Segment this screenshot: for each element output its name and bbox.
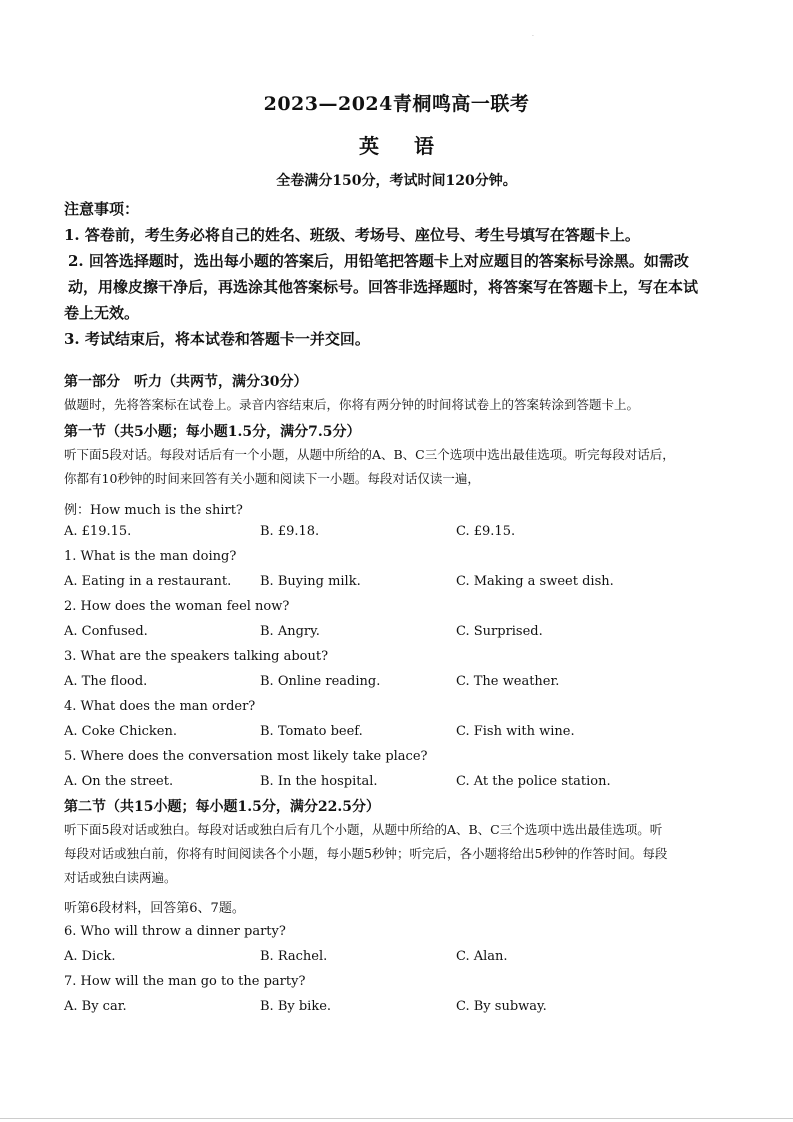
question-7-option-a: A. By car.	[64, 999, 127, 1014]
question-2-option-b: B. Angry.	[260, 624, 320, 639]
notes-heading: 注意事项：	[64, 200, 140, 218]
question-3: 3. What are the speakers talking about?	[64, 649, 329, 664]
question-5-option-c: C. At the police station.	[456, 774, 611, 789]
question-5-option-b: B. In the hospital.	[260, 774, 378, 789]
question-4-option-c: C. Fish with wine.	[456, 724, 575, 739]
material-6-label: 听第6段材料，回答第6、7题。	[64, 901, 245, 916]
question-3-options	[64, 674, 744, 694]
notes-item-3: 3. 考试结束后，将本试卷和答题卡一并交回。	[64, 330, 370, 348]
section1-instructions	[64, 443, 744, 491]
question-2-option-c: C. Surprised.	[456, 624, 543, 639]
question-5: 5. Where does the conversation most likely take place?	[64, 749, 428, 764]
notes-block	[64, 196, 736, 352]
question-4-option-b: B. Tomato beef.	[260, 724, 363, 739]
question-7: 7. How will the man go to the party?	[64, 974, 306, 989]
notes-item-1: 1. 答卷前，考生务必将自己的姓名、班级、考场号、座位号、考生号填写在答题卡上。	[64, 226, 640, 244]
question-1: 1. What is the man doing?	[64, 549, 237, 564]
question-1-options	[64, 574, 744, 594]
question-3-option-a: A. The flood.	[64, 674, 148, 689]
question-1-option-a: A. Eating in a restaurant.	[64, 574, 232, 589]
question-6: 6. Who will throw a dinner party?	[64, 924, 286, 939]
example-option-a: A. £19.15.	[64, 524, 132, 539]
question-4: 4. What does the man order?	[64, 699, 256, 714]
section2-instr-line-3: 对话或独白读两遍。	[64, 870, 177, 885]
section1-heading: 第一节（共5小题；每小题1.5分，满分7.5分）	[64, 424, 361, 440]
part1-intro-text: 做题时，先将答案标在试卷上。录音内容结束后，你将有两分钟的时间将试卷上的答案转涂到答题卡上。	[64, 397, 640, 412]
question-7-options	[64, 999, 744, 1019]
example-options	[64, 524, 744, 544]
notes-item-2-line-3: 卷上无效。	[64, 304, 140, 322]
section1-instr-line-2: 你都有10秒钟的时间来回答有关小题和阅读下一小题。每段对话仅读一遍，	[64, 471, 480, 486]
question-3-option-c: C. The weather.	[456, 674, 560, 689]
question-1-option-c: C. Making a sweet dish.	[456, 574, 614, 589]
notes-item-2-line-2: 动，用橡皮擦干净后，再选涂其他答案标号。回答非选择题时，将答案写在答题卡上，写在本试	[68, 278, 699, 296]
example-option-c: C. £9.15.	[456, 524, 516, 539]
question-2-options	[64, 624, 744, 644]
section2-instr-line-1: 听下面5段对话或独白。每段对话或独白后有几个小题，从题中所给的A、B、C三个选项中选出最佳选项。听	[64, 822, 663, 837]
part1-intro	[64, 393, 744, 417]
question-6-option-a: A. Dick.	[64, 949, 116, 964]
question-6-options	[64, 949, 744, 969]
question-1-option-b: B. Buying milk.	[260, 574, 361, 589]
part1-heading: 第一部分 听力（共两节，满分30分）	[64, 374, 308, 390]
exam-meta: 全卷满分150分，考试时间120分钟。	[276, 173, 517, 189]
page-bottom-divider	[0, 1118, 793, 1119]
notes-item-2-line-1: 2. 回答选择题时，选出每小题的答案后，用铅笔把答题卡上对应题目的答案标号涂黑。如需改	[68, 252, 689, 270]
question-2-option-a: A. Confused.	[64, 624, 148, 639]
question-7-option-b: B. By bike.	[260, 999, 332, 1014]
example-option-b: B. £9.18.	[260, 524, 320, 539]
question-4-options	[64, 724, 744, 744]
question-4-option-a: A. Coke Chicken.	[64, 724, 177, 739]
question-5-options	[64, 774, 744, 794]
section2-heading: 第二节（共15小题；每小题1.5分，满分22.5分）	[64, 799, 380, 815]
question-5-option-a: A. On the street.	[64, 774, 174, 789]
question-3-option-b: B. Online reading.	[260, 674, 381, 689]
section2-instr-line-2: 每段对话或独白前，你将有时间阅读各个小题，每小题5秒钟；听完后，各小题将给出5秒钟的作答时间。每段	[64, 846, 668, 861]
question-7-option-c: C. By subway.	[456, 999, 547, 1014]
example-question: 例：How much is the shirt?	[64, 503, 243, 518]
section2-instructions	[64, 818, 744, 890]
exam-title: 2023—2024青桐鸣高一联考	[263, 93, 530, 115]
subject-title: 英 语	[359, 134, 448, 158]
question-6-option-c: C. Alan.	[456, 949, 508, 964]
question-6-option-b: B. Rachel.	[260, 949, 328, 964]
corner-mark: ·	[532, 33, 534, 40]
question-2: 2. How does the woman feel now?	[64, 599, 290, 614]
section1-instr-line-1: 听下面5段对话。每段对话后有一个小题，从题中所给的A、B、C三个选项中选出最佳选项。听完每段对话后，	[64, 447, 675, 462]
